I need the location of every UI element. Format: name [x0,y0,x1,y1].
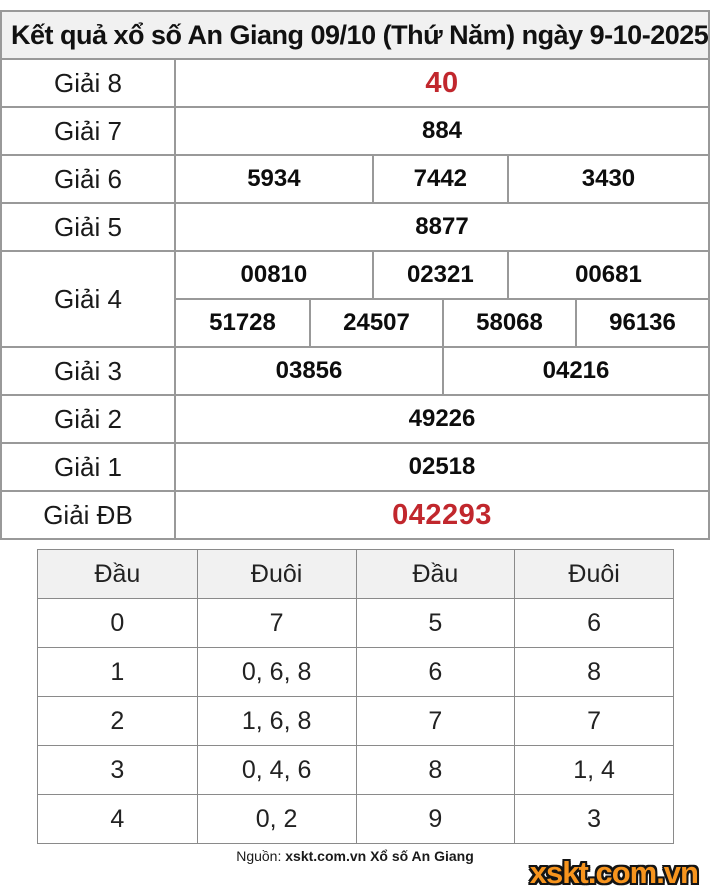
head-tail-table [37,549,674,844]
table-cell: 6 [356,648,515,696]
table-row [38,745,673,794]
prize-value-cell: 24507 [309,300,442,346]
prize-value-cell: 3430 [507,156,708,202]
table-cell: 6 [514,599,673,647]
prize-label: Giải 6 [54,163,122,194]
table-row [38,696,673,745]
prize-value-cell: 884 [421,117,463,144]
prize-row-6 [2,154,708,202]
prize-value-cell: 02518 [408,453,476,480]
table-cell: 7 [356,697,515,745]
prize-value-cell: 5934 [247,165,301,192]
prize-subrow [176,298,708,346]
column-header: Đuôi [197,550,356,598]
prize-value-cell: 042293 [392,498,492,531]
table-cell: 9 [356,795,515,843]
table-cell: 7 [197,599,356,647]
table-cell: 8 [514,648,673,696]
prize-value-cell: 04216 [442,348,708,394]
column-header: Đầu [356,550,515,598]
prize-value-cell: 58068 [442,300,575,346]
table-cell: 0, 4, 6 [197,746,356,794]
prize-label: Giải 8 [54,67,122,98]
prize-row-2 [2,394,708,442]
xskt-logo[interactable]: xskt.com.vn [529,855,698,890]
prize-label: Giải 1 [54,451,122,482]
prize-label: Giải 5 [54,211,122,242]
table-cell: 5 [356,599,515,647]
prize-row-4 [2,250,708,346]
table-cell: 1, 4 [514,746,673,794]
table-cell: 0, 6, 8 [197,648,356,696]
source-name: xskt.com.vn Xổ số An Giang [285,848,474,864]
table-cell: 2 [110,706,125,735]
prize-value-cell: 00681 [507,252,708,298]
table-cell: 0, 2 [197,795,356,843]
table-cell: 8 [356,746,515,794]
prize-value-cell: 02321 [372,252,507,298]
prize-row-7 [2,106,708,154]
prize-value-cell: 7442 [372,156,507,202]
prize-row-8 [2,58,708,106]
column-header: Đuôi [514,550,673,598]
prize-label: Giải 2 [54,403,122,434]
prize-label: Giải ĐB [43,499,133,530]
prize-label: Giải 3 [54,355,122,386]
prize-value-cell: 40 [425,66,459,99]
prize-row-1 [2,442,708,490]
head-tail-header-row [38,550,673,598]
prize-value-cell: 03856 [275,357,343,384]
table-cell: 0 [110,608,125,637]
prize-row-db [2,490,708,538]
table-row [38,598,673,647]
table-cell: 7 [514,697,673,745]
table-cell: 4 [110,804,125,833]
prize-results-table [0,10,710,540]
table-cell: 1 [110,657,125,686]
column-header: Đầu [38,550,197,598]
table-row [38,647,673,696]
table-cell: 1, 6, 8 [197,697,356,745]
table-cell: 3 [514,795,673,843]
table-row [38,794,673,843]
prize-value-cell: 49226 [408,405,476,432]
prize-value-cell: 96136 [575,300,708,346]
prize-row-3 [2,346,708,394]
prize-value-cell: 8877 [415,213,469,240]
source-prefix: Nguồn: [236,848,286,864]
table-cell: 3 [110,755,125,784]
prize-value-cell: 00810 [240,261,308,288]
prize-value-cell: 51728 [209,309,276,336]
prize-label: Giải 4 [54,283,122,314]
prize-label: Giải 7 [54,115,122,146]
prize-subrow [176,252,708,298]
page-title: Kết quả xổ số An Giang 09/10 (Thứ Năm) ngày 9-10-2025 [2,12,708,58]
prize-row-5 [2,202,708,250]
